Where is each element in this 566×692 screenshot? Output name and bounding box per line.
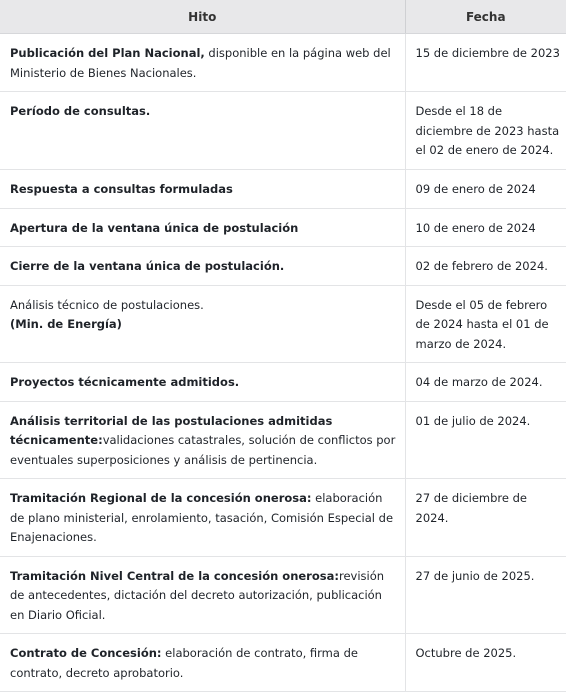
hito-cell xyxy=(0,401,405,479)
table-row xyxy=(0,634,566,692)
hito-bold: Período de consultas. xyxy=(10,104,151,118)
hito-bold: Publicación del Plan Nacional, xyxy=(10,46,205,60)
fecha-cell: 27 de diciembre de 2024. xyxy=(405,479,566,557)
hito-cell xyxy=(0,247,405,286)
fecha-cell: Desde el 05 de febrero de 2024 hasta el 01 de marzo de 2024. xyxy=(405,285,566,363)
hito-text: Análisis técnico de postulaciones. xyxy=(10,297,204,312)
fecha-cell: 10 de enero de 2024 xyxy=(405,208,566,247)
fecha-cell: 04 de marzo de 2024. xyxy=(405,363,566,402)
hito-cell xyxy=(0,634,405,692)
table-row xyxy=(0,479,566,557)
fecha-cell: 09 de enero de 2024 xyxy=(405,170,566,209)
table-row xyxy=(0,92,566,170)
hito-cell xyxy=(0,92,405,170)
hito-cell xyxy=(0,34,405,92)
table-header-row xyxy=(0,0,566,34)
hito-cell xyxy=(0,208,405,247)
header-fecha: Fecha xyxy=(405,0,566,34)
hito-bold: (Min. de Energía) xyxy=(10,317,122,331)
fecha-cell: 02 de febrero de 2024. xyxy=(405,247,566,286)
hito-bold: Proyectos técnicamente admitidos. xyxy=(10,375,240,389)
hito-cell xyxy=(0,556,405,634)
fecha-cell: Desde el 18 de diciembre de 2023 hasta el 02 de enero de 2024. xyxy=(405,92,566,170)
header-hito: Hito xyxy=(0,0,405,34)
table-row xyxy=(0,208,566,247)
table-row xyxy=(0,285,566,363)
hito-text: disponible en la página web del Ministerio de Bienes Nacionales. xyxy=(10,46,391,80)
hito-bold: Tramitación Regional de la concesión onerosa: xyxy=(10,491,312,505)
fecha-cell: Octubre de 2025. xyxy=(405,634,566,692)
hito-bold: Tramitación Nivel Central de la concesión onerosa: xyxy=(10,568,339,583)
hito-bold: Respuesta a consultas formuladas xyxy=(10,182,233,196)
fecha-cell: 15 de diciembre de 2023 xyxy=(405,34,566,92)
hito-text: revisión de antecedentes, dictación del decreto autorización, publicación en Diario Oficial. xyxy=(10,568,385,622)
hito-bold: Contrato de Concesión: xyxy=(10,646,162,660)
table-row xyxy=(0,247,566,286)
hito-text: elaboración de contrato, firma de contrato, decreto aprobatorio. xyxy=(10,646,358,680)
fecha-cell: 27 de junio de 2025. xyxy=(405,556,566,634)
table-row xyxy=(0,170,566,209)
hito-cell xyxy=(0,285,405,363)
hito-bold: Cierre de la ventana única de postulación. xyxy=(10,259,285,273)
table-row xyxy=(0,556,566,634)
table-row xyxy=(0,34,566,92)
hito-cell xyxy=(0,170,405,209)
table-row xyxy=(0,363,566,402)
hito-bold: Apertura de la ventana única de postulación xyxy=(10,220,299,235)
hito-cell xyxy=(0,479,405,557)
hito-text: validaciones catastrales, solución de conflictos por eventuales superposiciones y análisis de pertinencia. xyxy=(10,433,396,467)
hito-text: elaboración de plano ministerial, enrolamiento, tasación, Comisión Especial de Enajenaciones. xyxy=(10,491,394,544)
table-row xyxy=(0,401,566,479)
fecha-cell: 01 de julio de 2024. xyxy=(405,401,566,479)
hito-cell xyxy=(0,363,405,402)
hito-bold: Análisis territorial de las postulaciones admitidas técnicamente: xyxy=(10,413,333,447)
